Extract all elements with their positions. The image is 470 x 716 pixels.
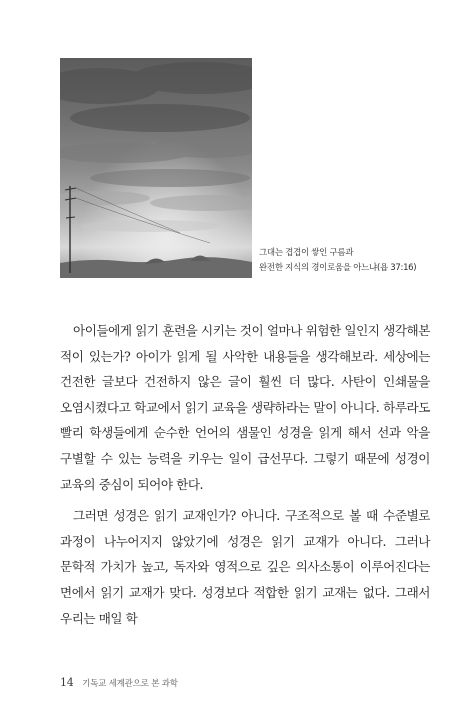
paragraph: 아이들에게 읽기 훈련을 시키는 것이 얼마나 위험한 일인지 생각해본 적이 있는가? 아이가 읽게 될 사악한 내용들을 생각해보라. 세상에는 건전한 글보다 건전하지 않은 글이 훨씬 더 많다. 사탄이 인쇄물을 오염시켰다고 학교에서 읽기 교육을 생략하라는 말이 아니다. 하루라도 빨리 학생들에게 순수한 언어의 샘물인 성경을 읽게 해서 선과 악을 구별할 수 있는 능력을 키우는 일이 급선무다. 그렇기 때문에 성경이 교육의 중심이 되어야 한다.: [60, 323, 430, 492]
photo-caption: [259, 246, 459, 276]
caption-line-1: 그대는 겹겹이 쌓인 구름과: [259, 248, 354, 258]
sky-clouds-photo: [60, 58, 252, 278]
page-number: 14: [60, 676, 74, 689]
page-footer: [60, 676, 178, 689]
body-text: [60, 318, 430, 637]
book-title: 기독교 세계관으로 본 과학: [82, 679, 178, 689]
paragraph: 그러면 성경은 읽기 교재인가? 아니다. 구조적으로 볼 때 수준별로 과정이 나누어지지 않았기에 성경은 읽기 교재가 아니다. 그러나 문학적 가치가 높고, 독자와 영적으로 깊은 의사소통이 이루어진다는 면에서 읽기 교재가 맞다. 성경보다 적합한 읽기 교재는 없다. 그래서 우리는 매일 학: [60, 508, 430, 626]
caption-line-2: 완전한 지식의 경이로움을 아느냐(욥 37:16): [259, 263, 417, 273]
